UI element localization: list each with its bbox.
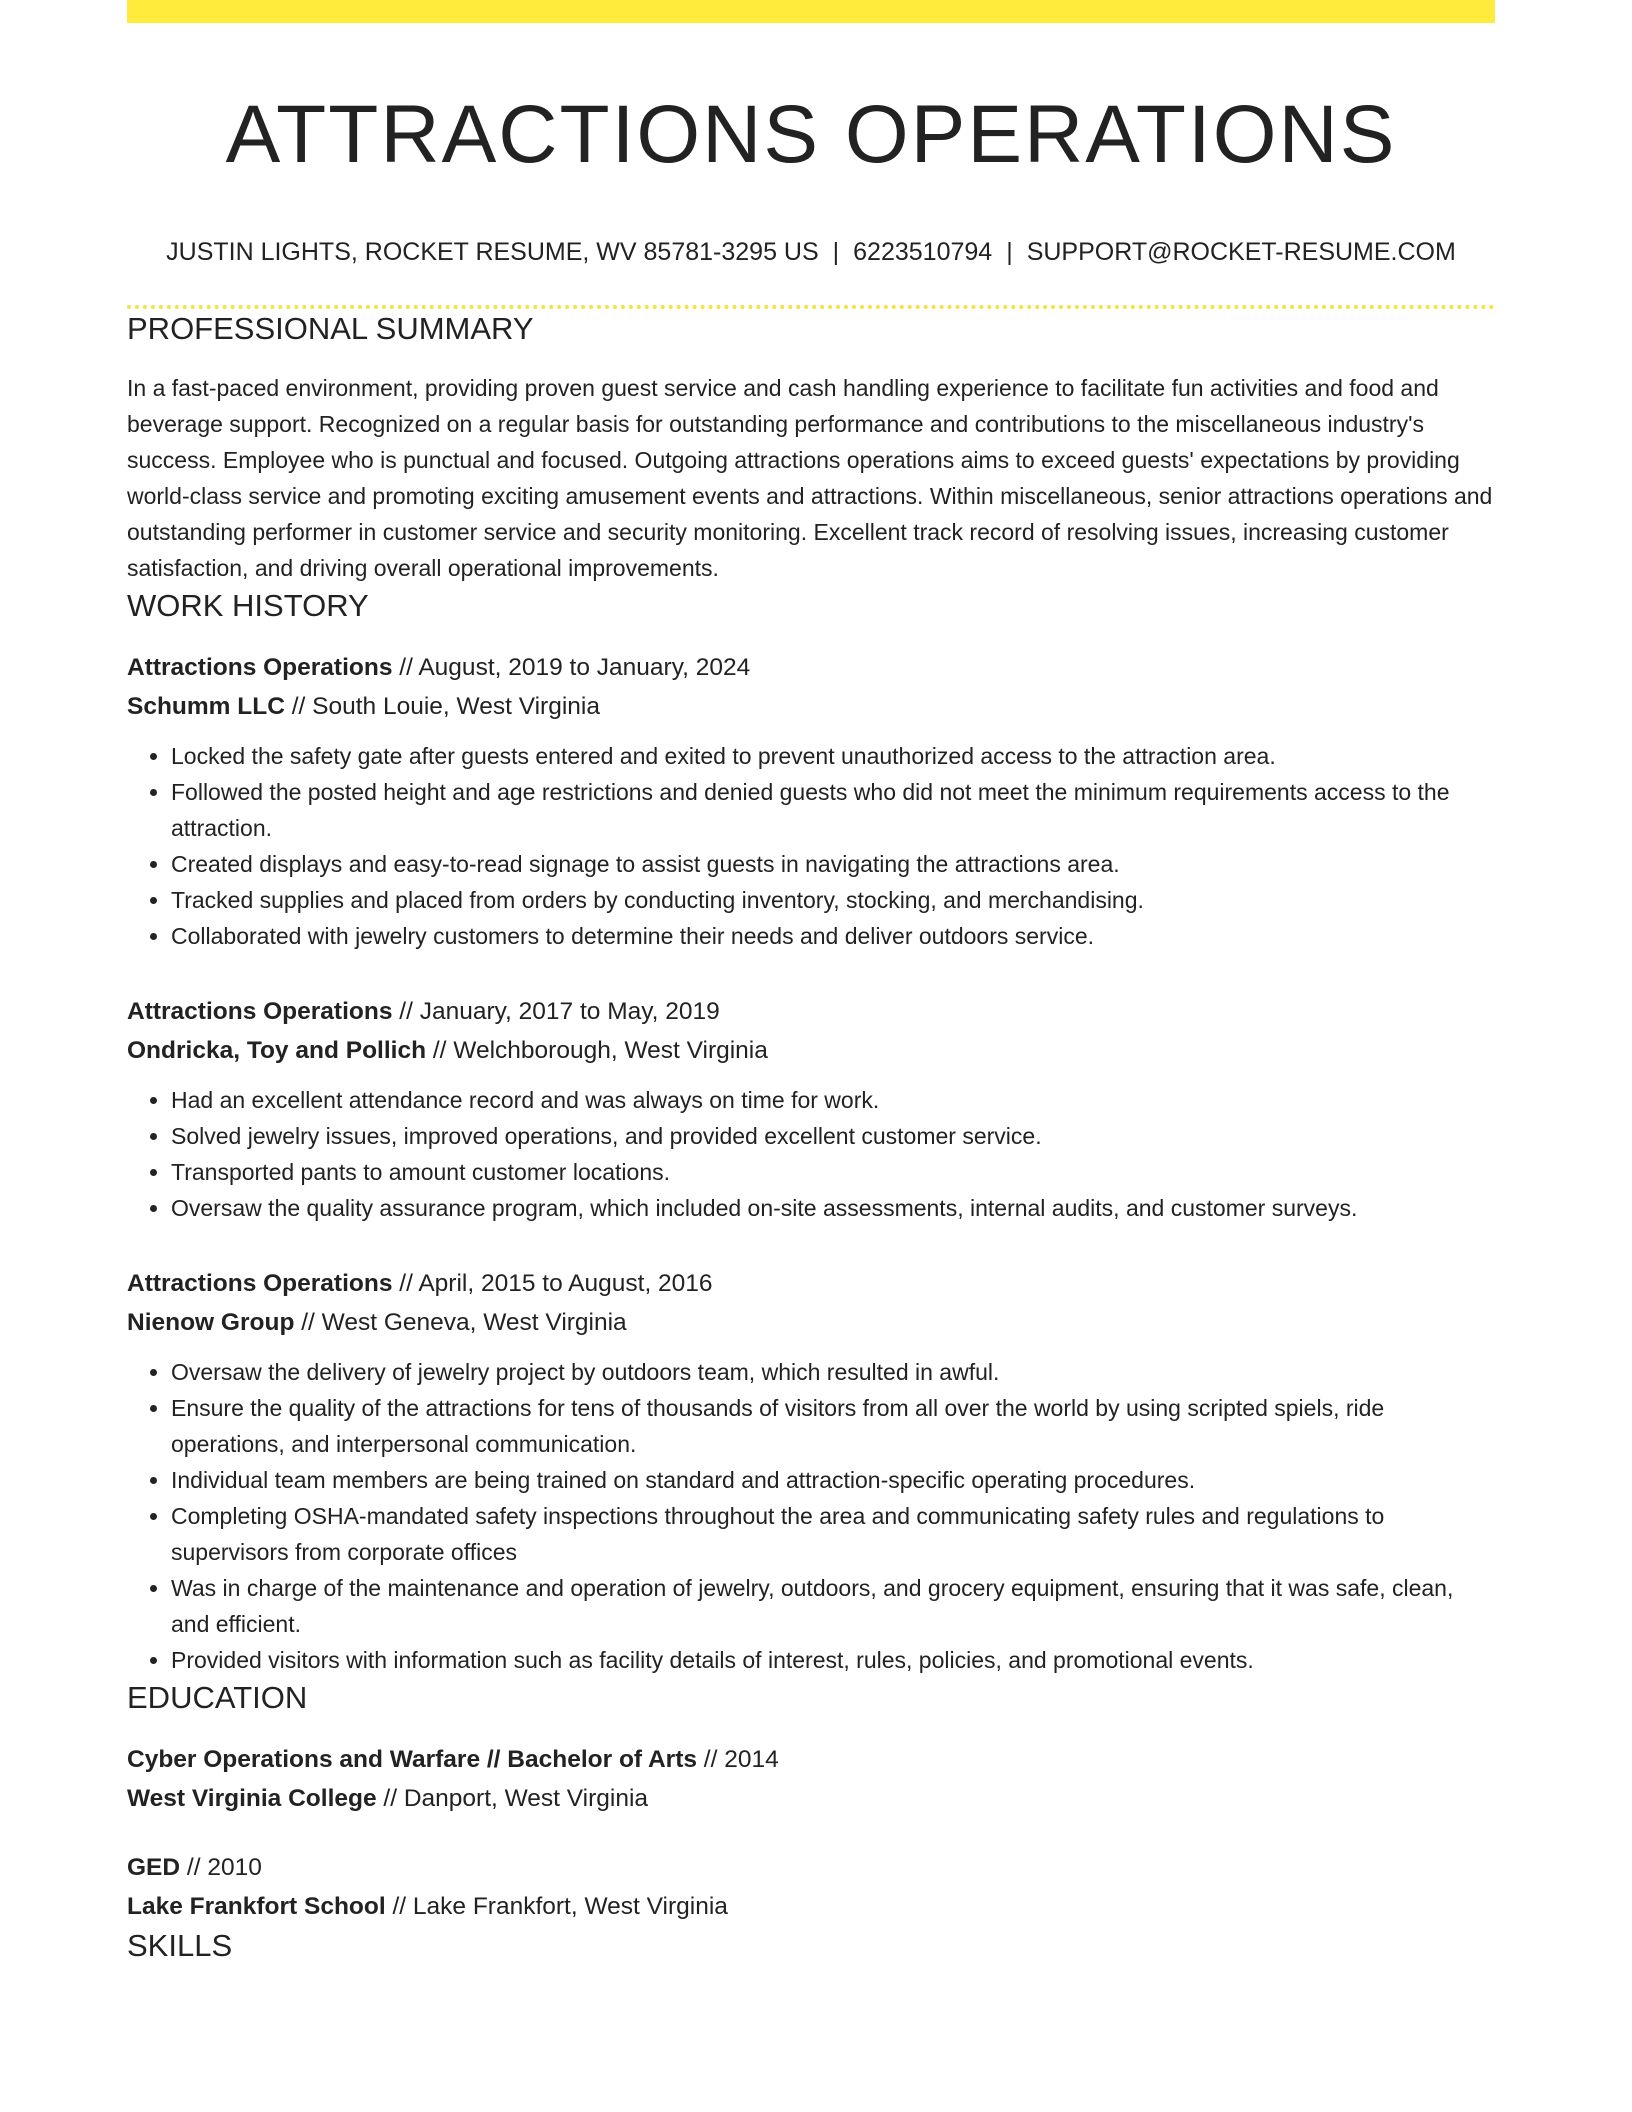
- job-bullet: • Locked the safety gate after guests entered and exited to prevent unauthorized access to the attraction area.: [171, 738, 1495, 774]
- job-bullet: • Transported pants to amount customer locations.: [171, 1154, 1495, 1190]
- job-bullet: • Completing OSHA-mandated safety inspections throughout the area and communicating safety rules and regulations to supervisors from corporate offices: [171, 1498, 1495, 1570]
- summary-text: In a fast-paced environment, providing proven guest service and cash handling experience to facilitate fun activities and food and beverage support. Recognized on a regular basis for outstanding performance and contributions to the miscellaneous industry's success. Employee who is punctual and focused. Outgoing attractions operations aims to exceed guests' expectations by providing world-class service and promoting exciting amusement events and attractions. Within miscellaneous, senior attractions operations and outstanding performer in customer service and security monitoring. Excellent track record of resolving issues, increasing customer satisfaction, and driving overall operational improvements.: [127, 375, 1493, 581]
- job-company: Ondricka, Toy and Pollich: [127, 1037, 427, 1064]
- job-role: Attractions Operations: [127, 998, 393, 1025]
- job-location: // West Geneva, West Virginia: [294, 1309, 627, 1336]
- job-bullet: • Ensure the quality of the attractions for tens of thousands of visitors from all over the world by using scripted spiels, ride operations, and interpersonal communication.: [171, 1390, 1495, 1462]
- education-heading: EDUCATION: [127, 1680, 308, 1715]
- job-company: Schumm LLC: [127, 693, 285, 720]
- contact-separator: |: [832, 238, 840, 266]
- job-bullet: • Created displays and easy-to-read signage to assist guests in navigating the attractions area.: [171, 846, 1495, 882]
- job-bullet: • Had an excellent attendance record and was always on time for work.: [171, 1082, 1495, 1118]
- education-degree-line: [127, 1848, 1495, 1887]
- job-bullet: • Oversaw the delivery of jewelry project by outdoors team, which resulted in awful.: [171, 1354, 1495, 1390]
- job-bullets: [127, 738, 1495, 954]
- job-bullet: • Oversaw the quality assurance program, which included on-site assessments, internal audits, and customer surveys.: [171, 1190, 1495, 1226]
- resume-name: ATTRACTIONS OPERATIONS: [225, 89, 1397, 180]
- skills-heading: SKILLS: [127, 1928, 233, 1963]
- job-dates: // January, 2017 to May, 2019: [392, 998, 720, 1025]
- job-bullet: • Provided visitors with information such as facility details of interest, rules, policies, and promotional events.: [171, 1642, 1495, 1678]
- education-year: // 2014: [696, 1746, 779, 1773]
- job-title-line: [127, 648, 1495, 687]
- job-entry: [127, 1264, 1495, 1678]
- contact-email: SUPPORT@ROCKET-RESUME.COM: [1026, 238, 1456, 266]
- job-entry: [127, 648, 1495, 954]
- job-company-line: [127, 1303, 1495, 1342]
- education-degree: Cyber Operations and Warfare // Bachelor of Arts: [127, 1746, 697, 1773]
- job-bullet: • Was in charge of the maintenance and operation of jewelry, outdoors, and grocery equipment, ensuring that it was safe, clean, and efficient.: [171, 1570, 1495, 1642]
- job-dates: // April, 2015 to August, 2016: [392, 1270, 713, 1297]
- job-bullet: • Tracked supplies and placed from orders by conducting inventory, stocking, and merchandising.: [171, 882, 1495, 918]
- education-school-line: [127, 1887, 1495, 1926]
- education-year: // 2010: [180, 1854, 262, 1881]
- education-school: West Virginia College: [127, 1785, 377, 1812]
- education-degree-line: [127, 1740, 1495, 1779]
- job-bullets: [127, 1354, 1495, 1678]
- contact-phone: 6223510794: [853, 238, 993, 266]
- contact-address: JUSTIN LIGHTS, ROCKET RESUME, WV 85781-3295 US: [166, 238, 819, 266]
- education-location: // Lake Frankfort, West Virginia: [385, 1893, 728, 1920]
- job-role: Attractions Operations: [127, 1270, 393, 1297]
- education-entry: [127, 1740, 1495, 1818]
- job-entry: [127, 992, 1495, 1226]
- accent-bar: [127, 0, 1495, 23]
- job-company-line: [127, 687, 1495, 726]
- job-title-line: [127, 1264, 1495, 1303]
- job-bullet: • Followed the posted height and age restrictions and denied guests who did not meet the minimum requirements access to the attraction.: [171, 774, 1495, 846]
- work-history-heading: WORK HISTORY: [127, 588, 369, 623]
- job-location: // Welchborough, West Virginia: [426, 1037, 768, 1064]
- resume-page: [127, 0, 1495, 1966]
- job-dates: // August, 2019 to January, 2024: [392, 654, 751, 681]
- job-company: Nienow Group: [127, 1309, 295, 1336]
- contact-line: [127, 237, 1495, 267]
- job-bullet: • Solved jewelry issues, improved operations, and provided excellent customer service.: [171, 1118, 1495, 1154]
- contact-separator: |: [1006, 238, 1013, 266]
- job-bullet: • Collaborated with jewelry customers to determine their needs and deliver outdoors service.: [171, 918, 1495, 954]
- education-entry: [127, 1848, 1495, 1926]
- job-location: // South Louie, West Virginia: [284, 693, 600, 720]
- education-school-line: [127, 1779, 1495, 1818]
- job-role: Attractions Operations: [127, 654, 393, 681]
- job-company-line: [127, 1031, 1495, 1070]
- summary-heading: PROFESSIONAL SUMMARY: [127, 311, 534, 346]
- education-location: // Danport, West Virginia: [376, 1785, 649, 1812]
- education-school: Lake Frankfort School: [127, 1893, 386, 1920]
- job-bullet: • Individual team members are being trained on standard and attraction-specific operating procedures.: [171, 1462, 1495, 1498]
- education-degree: GED: [127, 1854, 181, 1881]
- job-title-line: [127, 992, 1495, 1031]
- job-bullets: [127, 1082, 1495, 1226]
